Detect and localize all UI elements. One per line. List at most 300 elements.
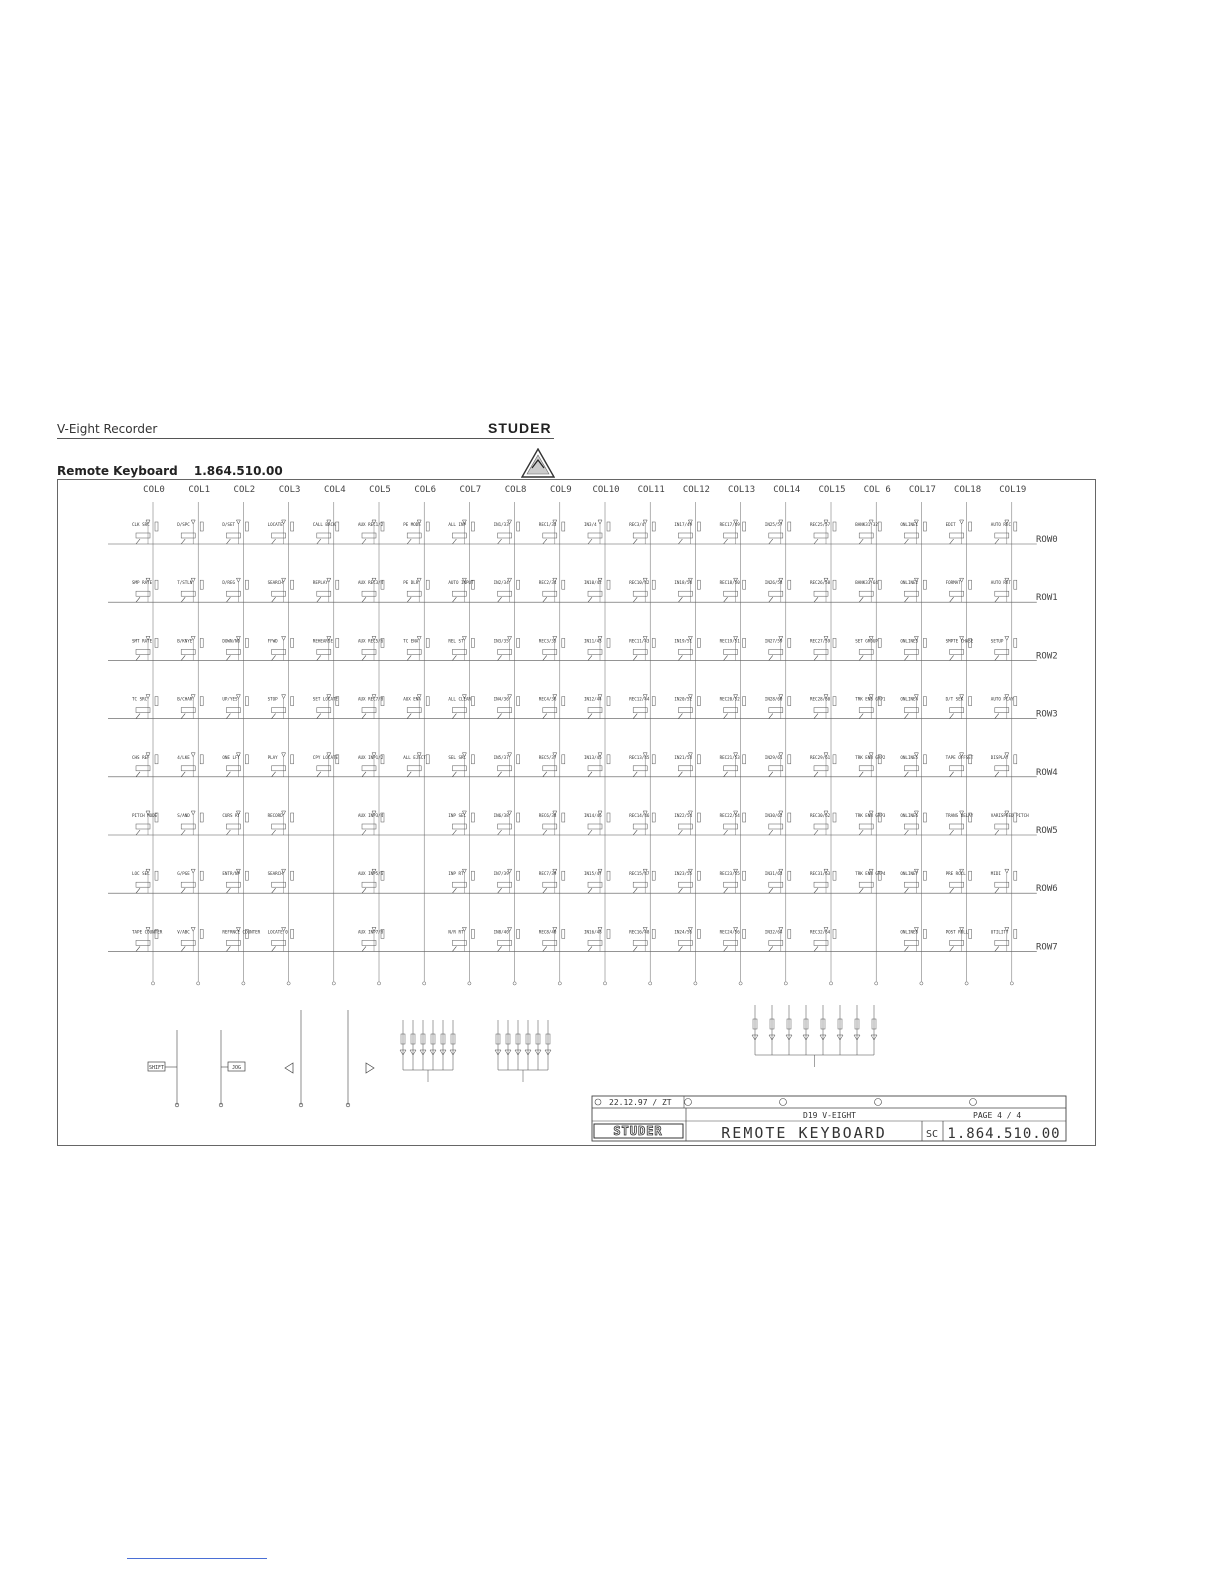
key-label: REC7/39 [538, 871, 557, 877]
key-switch [358, 811, 384, 835]
key-label: REC8/40 [538, 929, 557, 935]
key-switch [448, 520, 474, 544]
key-label: REC4/36 [538, 696, 557, 702]
key-switch [494, 927, 520, 951]
key-label: REC11/43 [629, 638, 650, 644]
key-label: IN17/49 [674, 522, 693, 527]
key-label: REC14/46 [629, 813, 650, 818]
key-label: SETUP [990, 638, 1004, 644]
key-switch [313, 520, 339, 544]
key-switch [222, 753, 248, 777]
key-switch [629, 811, 655, 835]
key-switch [403, 578, 429, 602]
key-label: AUX ENA [403, 696, 421, 702]
key-label: EDIT [945, 522, 956, 527]
key-label: DISPLAY [990, 754, 1009, 760]
key-label: IN24/56 [674, 929, 693, 935]
key-switch [584, 520, 610, 544]
key-switch [177, 927, 203, 951]
key-switch [720, 520, 746, 544]
key-label: IN30/62 [764, 813, 783, 818]
key-switch [313, 695, 339, 719]
key-switch [358, 927, 384, 951]
key-switch [810, 520, 836, 544]
key-switch [222, 811, 248, 835]
key-switch [448, 811, 474, 835]
key-switch [222, 520, 248, 544]
key-label: 4/LKE [177, 754, 190, 760]
key-switch [358, 636, 384, 660]
key-label: CPY LOCATE [312, 754, 339, 760]
column-label-2: COL2 [233, 485, 256, 495]
key-label: SET GROUP [855, 638, 878, 644]
key-label: AUTO PLAY [990, 696, 1014, 702]
key-switch [403, 753, 429, 777]
key-label: REC1/33 [538, 522, 557, 527]
key-switch [991, 753, 1017, 777]
key-label: AUX REC5/6 [358, 638, 384, 644]
key-label: PLAY [267, 754, 278, 760]
key-label: IN28/60 [764, 696, 783, 702]
key-label: STOP [267, 696, 278, 702]
key-switch [222, 927, 260, 951]
key-switch [855, 811, 886, 835]
column-label-4: COL4 [323, 485, 346, 495]
row-label-0: ROW0 [1036, 535, 1058, 545]
key-label: IN19/51 [674, 638, 693, 644]
key-label: UP/YES [222, 696, 238, 702]
column-labels [143, 485, 1026, 495]
key-label: AUX REC3/4 [358, 580, 384, 586]
key-switch [900, 636, 926, 660]
key-label: AUTO RET [990, 580, 1011, 586]
key-switch [313, 578, 339, 602]
key-switch [358, 753, 384, 777]
key-label: REC26/58 [810, 580, 831, 586]
led-bank-a [400, 1020, 456, 1082]
matrix-wiring [108, 502, 1037, 981]
key-label: IN7/39 [493, 871, 509, 877]
key-label: D/T SEK [945, 696, 964, 702]
column-label-8: COL8 [504, 485, 527, 495]
key-switch [991, 927, 1017, 951]
key-label: VARISPEED PITCH [990, 813, 1029, 818]
column-label-13: COL13 [728, 485, 756, 495]
led-bank-b [495, 1020, 551, 1082]
key-label: LOCATE [267, 522, 283, 527]
key-label: AUX REC1/2 [358, 522, 384, 527]
key-switch [720, 753, 746, 777]
key-label: REC2/34 [538, 580, 557, 586]
key-label: REC19/51 [719, 638, 740, 644]
key-label: D/SET [222, 522, 236, 527]
key-label: IN15/47 [584, 871, 602, 877]
title-block-title: REMOTE KEYBOARD [721, 1124, 887, 1142]
key-label: REC28/60 [810, 696, 831, 702]
key-label: IN14/46 [584, 813, 602, 818]
key-switch [991, 520, 1017, 544]
column-label-6: COL6 [414, 485, 437, 495]
key-label: ONLINE3 [900, 638, 919, 644]
key-switch [674, 753, 700, 777]
key-label: REC6/38 [538, 813, 557, 818]
key-label: IN18/50 [674, 580, 693, 586]
key-switch [448, 578, 474, 602]
title-block-type: SC [925, 1129, 939, 1140]
key-label: DOWN/NO [222, 638, 241, 644]
product-name: V-Eight Recorder [57, 422, 158, 436]
row-label-7: ROW7 [1036, 942, 1058, 953]
key-switch [539, 869, 565, 893]
key-label: POST ROLL [945, 929, 969, 935]
footer-link-underline [127, 1558, 267, 1559]
column-label-5: COL5 [369, 485, 391, 495]
column-leads [151, 982, 1013, 985]
row-label-2: ROW2 [1036, 651, 1058, 662]
key-label: IN29/61 [764, 754, 783, 760]
key-label: AUX INP7/8 [358, 929, 384, 935]
key-switch [674, 578, 700, 602]
key-label: ENTR/NP [222, 871, 241, 877]
key-label: REC18/50 [719, 580, 740, 586]
key-switch [539, 811, 565, 835]
key-switch [720, 927, 746, 951]
key-switch [539, 520, 565, 544]
key-label: TAPE COUNTER [132, 929, 163, 935]
key-label: UTILITY [990, 929, 1009, 935]
key-label: ONLINE2 [900, 580, 919, 586]
key-label: IN10/42 [584, 580, 602, 586]
title-block-brand: STUDER [613, 1124, 663, 1138]
key-switch [991, 636, 1017, 660]
key-label: PE MODE [403, 522, 421, 527]
key-switch [494, 695, 520, 719]
key-switch [900, 695, 926, 719]
key-label: AUX INP1/2 [358, 754, 384, 760]
key-label: IN2/34 [493, 580, 509, 586]
key-label: REC13/45 [629, 754, 650, 760]
project-text: D19 V-EIGHT [803, 1111, 856, 1120]
led-bank-c [752, 1005, 877, 1067]
column-label-18: COL18 [954, 485, 982, 495]
key-label: AUTO REC [990, 522, 1011, 527]
key-label: BANK31-32 [855, 522, 878, 527]
key-switch [765, 578, 791, 602]
key-label: ONLINE5 [900, 754, 919, 760]
key-switch [946, 753, 974, 777]
key-label: SEL SRC [448, 754, 467, 760]
key-label: RECORD [267, 813, 283, 818]
key-switch [494, 753, 520, 777]
key-label: ALL CLEAR [448, 696, 472, 702]
row-label-3: ROW3 [1036, 709, 1058, 720]
key-switch [494, 520, 520, 544]
key-switch [268, 636, 294, 660]
key-switch [629, 869, 655, 893]
key-switch [539, 636, 565, 660]
key-switch [222, 636, 248, 660]
key-label: REC16/48 [629, 929, 650, 935]
key-label: ONE LFT [222, 754, 241, 760]
key-switch [132, 927, 163, 951]
key-switch [855, 578, 881, 602]
column-label-0: COL0 [143, 485, 165, 495]
row-labels [1036, 535, 1058, 952]
key-switch [629, 927, 655, 951]
key-label: IN13/45 [584, 754, 602, 760]
key-label: FORMAT [945, 580, 961, 586]
key-label: IN22/54 [674, 813, 693, 818]
key-switch [448, 927, 474, 951]
key-switch [268, 811, 294, 835]
key-switch [177, 695, 203, 719]
shift-label: SHIFT [148, 1065, 165, 1071]
key-label: G/PGE [177, 871, 190, 877]
key-label: TRK ENB GRP3 [855, 813, 886, 818]
key-switch [674, 869, 700, 893]
key-label: MIDI [990, 871, 1001, 877]
brand-logo: STUDER [488, 420, 552, 436]
document-title [57, 464, 283, 478]
key-label: REC20/52 [719, 696, 740, 702]
key-label: CHS REF [132, 754, 150, 760]
key-switch [584, 811, 610, 835]
key-switch [629, 636, 655, 660]
key-label: IN32/64 [764, 929, 783, 935]
key-switch [177, 753, 203, 777]
column-label-3: COL3 [278, 485, 301, 495]
key-switch [765, 695, 791, 719]
key-label: REHEARSE [312, 638, 333, 644]
key-switch [177, 869, 203, 893]
key-label: REC27/59 [810, 638, 831, 644]
key-switch [855, 636, 881, 660]
key-switch [448, 636, 474, 660]
key-switch [855, 753, 886, 777]
key-label: REC12/44 [629, 696, 650, 702]
key-switch [494, 869, 520, 893]
key-switch [539, 753, 565, 777]
key-switch [946, 811, 974, 835]
revision-text: 22.12.97 / ZT [609, 1098, 672, 1107]
key-label: IN11/43 [584, 638, 602, 644]
key-label: PE DLR [403, 580, 419, 586]
key-label: IN31/63 [764, 871, 783, 877]
key-label: SMT RATE [132, 638, 153, 644]
key-switch [810, 636, 836, 660]
key-switch [494, 578, 520, 602]
key-label: REC32/64 [810, 929, 831, 935]
key-switch [268, 695, 294, 719]
key-switch [900, 520, 926, 544]
key-label: ALL EJECT [403, 754, 426, 760]
key-switch [268, 869, 294, 893]
key-switch [313, 636, 339, 660]
key-switch [946, 695, 972, 719]
column-label-19: COL19 [999, 485, 1027, 495]
key-label: IN3/4 [584, 522, 597, 527]
key-label: AUTO INPUT [448, 580, 474, 586]
header-rule [57, 438, 554, 439]
key-label: SEARCH [267, 871, 283, 877]
key-label: N/R RT [448, 929, 464, 935]
jog-label: JOG [231, 1065, 242, 1071]
key-switch [177, 520, 203, 544]
keyboard-schematic [58, 480, 1095, 1145]
key-switch [313, 753, 339, 777]
key-switch [132, 695, 158, 719]
key-switch [132, 811, 158, 835]
key-switch [494, 636, 520, 660]
key-label: SMPTE CHASE [945, 638, 974, 644]
key-label: IN3/35 [493, 638, 509, 644]
key-switch [674, 695, 700, 719]
key-label: CLK SRC [132, 522, 150, 527]
key-switch [448, 695, 474, 719]
key-switch [539, 578, 565, 602]
key-switch [358, 695, 384, 719]
column-label-14: COL14 [773, 485, 801, 495]
key-switch [900, 753, 926, 777]
aux-circuits [148, 1005, 877, 1107]
key-label: REC17/49 [719, 522, 740, 527]
key-label: IN20/52 [674, 696, 693, 702]
key-switch [765, 811, 791, 835]
key-switch [629, 753, 655, 777]
key-switch [674, 636, 700, 660]
key-switch [946, 520, 972, 544]
key-switch [674, 520, 700, 544]
key-label: REC3/4 [629, 522, 645, 527]
key-switch [403, 695, 429, 719]
key-switch [855, 520, 881, 544]
key-switch [629, 520, 655, 544]
key-label: LOCATE 0 [267, 929, 288, 935]
key-switch [720, 578, 746, 602]
key-switch [584, 753, 610, 777]
key-switch [584, 636, 610, 660]
key-label: IN4/36 [493, 696, 509, 702]
key-label: IN5/37 [493, 754, 509, 760]
key-switch [268, 753, 294, 777]
key-label: AUX INP5/6 [358, 871, 384, 877]
key-label: REC22/54 [719, 813, 740, 818]
column-label-1: COL1 [188, 485, 211, 495]
key-switch [720, 636, 746, 660]
key-label: ONLINE4 [900, 696, 919, 702]
key-label: ALL INP [448, 522, 467, 527]
key-label: LOC SEL [132, 871, 150, 877]
key-label: REC3/35 [538, 638, 557, 644]
document-title-text: Remote Keyboard [57, 464, 178, 478]
key-switch [810, 927, 836, 951]
key-switch [765, 869, 791, 893]
key-label: IN1/33 [493, 522, 509, 527]
key-switch [765, 927, 791, 951]
key-label: PITCH MODE [132, 813, 158, 818]
key-label: REC25/57 [810, 522, 831, 527]
key-label: FFWD [267, 638, 278, 644]
key-switch [991, 578, 1017, 602]
column-label-7: COL7 [459, 485, 482, 495]
key-label: REFRNCE COUNTER [222, 929, 261, 935]
key-switch [584, 578, 610, 602]
key-switch [629, 578, 655, 602]
key-label: REC10/42 [629, 580, 650, 586]
key-switch [132, 520, 158, 544]
key-switch [946, 636, 974, 660]
key-switches [132, 520, 1029, 951]
key-label: REC21/53 [719, 754, 740, 760]
key-switch [946, 927, 972, 951]
jog-direction-keys [285, 1010, 374, 1107]
document-number: 1.864.510.00 [193, 464, 283, 478]
key-label: INP SEL [448, 813, 467, 818]
key-switch [403, 520, 429, 544]
key-label: CURS RT [222, 813, 241, 818]
column-label-17: COL17 [908, 485, 936, 495]
key-label: ONLINE6 [900, 813, 919, 818]
key-switch [765, 520, 791, 544]
key-label: B/CHAR [177, 696, 193, 702]
key-switch [629, 695, 655, 719]
key-switch [222, 869, 248, 893]
key-switch [539, 695, 565, 719]
key-switch [358, 578, 384, 602]
key-switch [132, 578, 158, 602]
row-label-4: ROW4 [1036, 767, 1058, 778]
key-label: AUX INP3/4 [358, 813, 384, 818]
key-switch [222, 578, 248, 602]
key-label: CALL BACK [312, 522, 336, 527]
key-label: PRE ROLL [945, 871, 966, 877]
key-switch [403, 636, 429, 660]
shift-key [148, 1030, 179, 1107]
key-switch [765, 753, 791, 777]
key-label: REPLAY [312, 580, 328, 586]
key-label: IN27/59 [764, 638, 783, 644]
key-label: TC SRC [132, 696, 148, 702]
key-switch [177, 578, 203, 602]
key-label: INP RT [448, 871, 464, 877]
key-switch [765, 636, 791, 660]
key-switch [810, 578, 836, 602]
key-label: IN12/44 [584, 696, 602, 702]
key-switch [268, 520, 294, 544]
key-switch [991, 869, 1017, 893]
key-label: REC23/55 [719, 871, 740, 877]
key-label: IN26/58 [764, 580, 783, 586]
key-label: BANK33-64 [855, 580, 878, 586]
key-label: TRANS DELAY [945, 813, 974, 818]
key-switch [358, 869, 384, 893]
key-switch [674, 811, 700, 835]
key-label: IN23/55 [674, 871, 693, 877]
key-switch [720, 869, 746, 893]
page-text: PAGE 4 / 4 [973, 1111, 1022, 1120]
key-label: AUX REC7/8 [358, 696, 384, 702]
key-switch [584, 695, 610, 719]
row-label-5: ROW5 [1036, 826, 1058, 836]
column-label-11: COL11 [637, 485, 665, 495]
key-label: SMP RATE [132, 580, 153, 586]
key-label: TRK ENB GRP2 [855, 754, 886, 760]
key-label: TC ENA [403, 638, 419, 644]
key-label: ONLINE7 [900, 871, 919, 877]
key-label: ONLINE1 [900, 522, 919, 527]
column-label-15: COL15 [818, 485, 846, 495]
key-label: SEARCH [267, 580, 283, 586]
